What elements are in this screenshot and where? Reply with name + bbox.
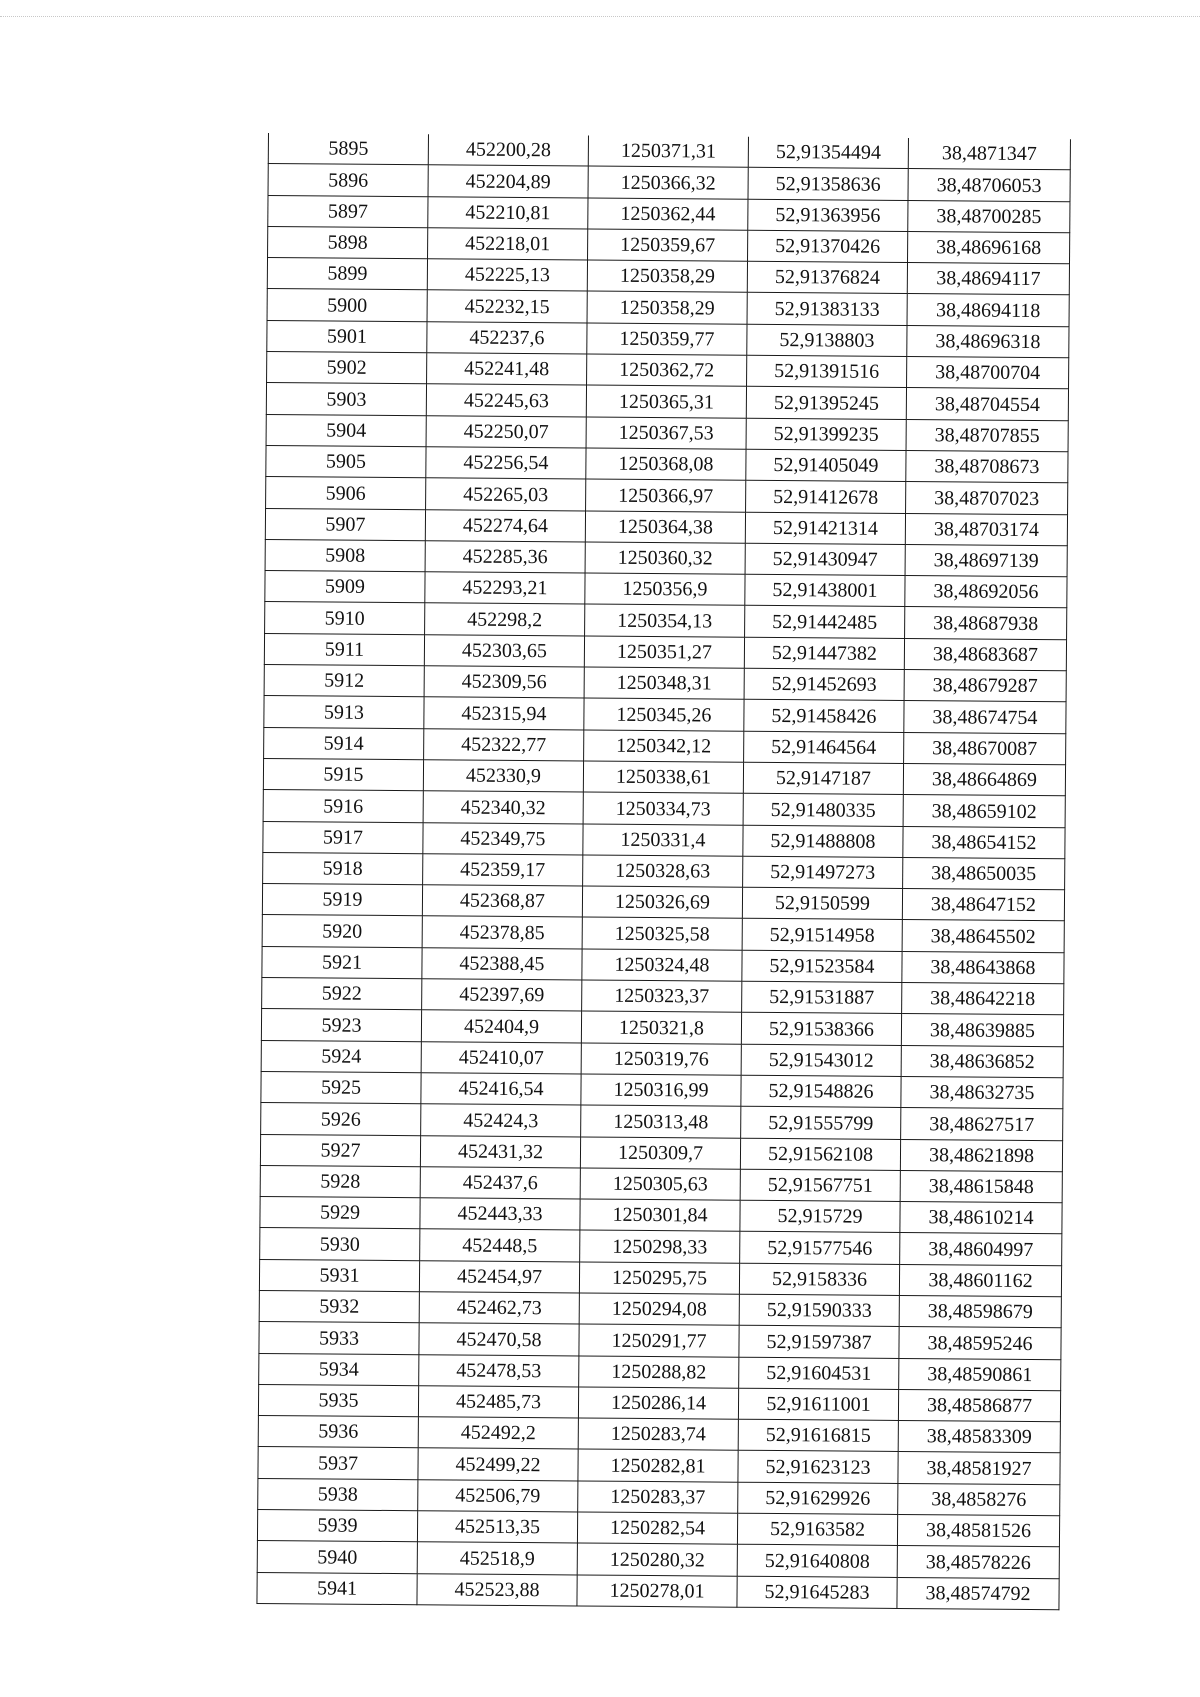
point-number-cell: 5912 [264, 665, 424, 698]
x-coordinate-cell: 452250,07 [426, 415, 586, 448]
longitude-cell: 38,48621898 [900, 1139, 1062, 1172]
y-coordinate-cell: 1250298,33 [580, 1230, 740, 1263]
point-number-cell: 5913 [264, 696, 424, 729]
x-coordinate-cell: 452256,54 [426, 447, 586, 480]
longitude-cell: 38,48615848 [900, 1170, 1062, 1203]
latitude-cell: 52,9163582 [737, 1513, 897, 1546]
latitude-cell: 52,91555799 [741, 1106, 901, 1139]
longitude-cell: 38,48604997 [900, 1233, 1062, 1266]
y-coordinate-cell: 1250283,37 [578, 1481, 738, 1514]
longitude-cell: 38,48687938 [905, 607, 1067, 640]
longitude-cell: 38,48639885 [901, 1014, 1063, 1047]
x-coordinate-cell: 452298,2 [425, 603, 585, 636]
x-coordinate-cell: 452378,85 [422, 916, 582, 949]
latitude-cell: 52,91370426 [748, 230, 908, 263]
longitude-cell: 38,48700285 [908, 200, 1070, 233]
longitude-cell: 38,48610214 [900, 1202, 1062, 1235]
x-coordinate-cell: 452225,13 [427, 259, 587, 292]
point-number-cell: 5915 [263, 758, 423, 791]
latitude-cell: 52,91412678 [746, 481, 906, 514]
x-coordinate-cell: 452448,5 [420, 1229, 580, 1262]
y-coordinate-cell: 1250364,38 [585, 511, 745, 544]
point-number-cell: 5927 [260, 1134, 420, 1167]
y-coordinate-cell: 1250326,69 [582, 886, 742, 919]
y-coordinate-cell: 1250368,08 [586, 448, 746, 481]
x-coordinate-cell: 452523,88 [417, 1573, 577, 1606]
latitude-cell: 52,9138803 [747, 324, 907, 357]
x-coordinate-cell: 452293,21 [425, 572, 585, 605]
latitude-cell: 52,91590333 [739, 1294, 899, 1327]
longitude-cell: 38,48674754 [904, 701, 1066, 734]
longitude-cell: 38,48650035 [903, 857, 1065, 890]
y-coordinate-cell: 1250301,84 [580, 1199, 740, 1232]
latitude-cell: 52,91358636 [748, 168, 908, 201]
point-number-cell: 5938 [258, 1478, 418, 1511]
x-coordinate-cell: 452492,2 [418, 1417, 578, 1450]
x-coordinate-cell: 452368,87 [422, 885, 582, 918]
longitude-cell: 38,48706053 [908, 169, 1070, 202]
x-coordinate-cell: 452237,6 [427, 322, 587, 355]
x-coordinate-cell: 452200,28 [428, 134, 588, 166]
longitude-cell: 38,48707023 [906, 482, 1068, 515]
longitude-cell: 38,48632735 [901, 1076, 1063, 1109]
x-coordinate-cell: 452340,32 [423, 791, 583, 824]
point-number-cell: 5922 [262, 977, 422, 1010]
x-coordinate-cell: 452245,63 [426, 384, 586, 417]
y-coordinate-cell: 1250362,72 [587, 354, 747, 387]
longitude-cell: 38,48598679 [899, 1295, 1061, 1328]
point-number-cell: 5914 [264, 727, 424, 760]
longitude-cell: 38,48581927 [898, 1452, 1060, 1485]
y-coordinate-cell: 1250348,31 [584, 667, 744, 700]
scan-edge-line [0, 16, 1200, 17]
point-number-cell: 5895 [268, 133, 428, 165]
y-coordinate-cell: 1250345,26 [584, 698, 744, 731]
longitude-cell: 38,48696318 [907, 325, 1069, 358]
point-number-cell: 5925 [261, 1071, 421, 1104]
point-number-cell: 5896 [268, 164, 428, 197]
latitude-cell: 52,91480335 [743, 793, 903, 826]
latitude-cell: 52,91611001 [738, 1388, 898, 1421]
latitude-cell: 52,91514958 [742, 919, 902, 952]
point-number-cell: 5923 [261, 1009, 421, 1042]
y-coordinate-cell: 1250291,77 [579, 1324, 739, 1357]
y-coordinate-cell: 1250319,76 [581, 1043, 741, 1076]
y-coordinate-cell: 1250351,27 [584, 636, 744, 669]
y-coordinate-cell: 1250359,67 [588, 229, 748, 262]
latitude-cell: 52,91399235 [746, 418, 906, 451]
latitude-cell: 52,91548826 [741, 1075, 901, 1108]
latitude-cell: 52,91604531 [739, 1357, 899, 1390]
longitude-cell: 38,48586877 [898, 1389, 1060, 1422]
point-number-cell: 5931 [259, 1259, 419, 1292]
latitude-cell: 52,91395245 [746, 387, 906, 420]
coordinates-table-container [256, 133, 1070, 1610]
longitude-cell: 38,48704554 [906, 388, 1068, 421]
y-coordinate-cell: 1250366,97 [586, 479, 746, 512]
point-number-cell: 5905 [266, 445, 426, 478]
coordinates-table-body [257, 133, 1071, 1610]
point-number-cell: 5937 [258, 1447, 418, 1480]
x-coordinate-cell: 452454,97 [419, 1260, 579, 1293]
point-number-cell: 5898 [268, 226, 428, 259]
x-coordinate-cell: 452485,73 [418, 1386, 578, 1419]
point-number-cell: 5928 [260, 1165, 420, 1198]
latitude-cell: 52,91531887 [742, 981, 902, 1014]
longitude-cell: 38,48683687 [904, 638, 1066, 671]
longitude-cell: 38,48645502 [902, 920, 1064, 953]
y-coordinate-cell: 1250305,63 [580, 1168, 740, 1201]
y-coordinate-cell: 1250354,13 [585, 604, 745, 637]
point-number-cell: 5919 [262, 884, 422, 917]
x-coordinate-cell: 452388,45 [422, 947, 582, 980]
latitude-cell: 52,91567751 [740, 1169, 900, 1202]
longitude-cell: 38,48643868 [902, 951, 1064, 984]
latitude-cell: 52,91597387 [739, 1326, 899, 1359]
latitude-cell: 52,91577546 [740, 1232, 900, 1265]
latitude-cell: 52,9150599 [742, 887, 902, 920]
x-coordinate-cell: 452285,36 [425, 541, 585, 574]
point-number-cell: 5932 [259, 1290, 419, 1323]
x-coordinate-cell: 452416,54 [421, 1073, 581, 1106]
x-coordinate-cell: 452359,17 [423, 854, 583, 887]
x-coordinate-cell: 452410,07 [421, 1041, 581, 1074]
y-coordinate-cell: 1250342,12 [584, 730, 744, 763]
longitude-cell: 38,48692056 [905, 576, 1067, 609]
longitude-cell: 38,48581526 [897, 1515, 1059, 1548]
x-coordinate-cell: 452431,32 [420, 1135, 580, 1168]
point-number-cell: 5903 [266, 383, 426, 416]
y-coordinate-cell: 1250283,74 [578, 1418, 738, 1451]
latitude-cell: 52,91538366 [741, 1013, 901, 1046]
point-number-cell: 5909 [265, 571, 425, 604]
y-coordinate-cell: 1250362,44 [588, 198, 748, 231]
point-number-cell: 5904 [266, 414, 426, 447]
y-coordinate-cell: 1250323,37 [582, 980, 742, 1013]
y-coordinate-cell: 1250331,4 [583, 824, 743, 857]
point-number-cell: 5936 [258, 1416, 418, 1449]
x-coordinate-cell: 452404,9 [421, 1010, 581, 1043]
y-coordinate-cell: 1250358,29 [587, 260, 747, 293]
y-coordinate-cell: 1250334,73 [583, 792, 743, 825]
x-coordinate-cell: 452349,75 [423, 822, 583, 855]
latitude-cell: 52,91447382 [744, 637, 904, 670]
latitude-cell: 52,91562108 [740, 1138, 900, 1171]
latitude-cell: 52,91376824 [747, 261, 907, 294]
x-coordinate-cell: 452218,01 [428, 228, 588, 261]
x-coordinate-cell: 452309,56 [424, 666, 584, 699]
point-number-cell: 5921 [262, 946, 422, 979]
y-coordinate-cell: 1250367,53 [586, 417, 746, 450]
x-coordinate-cell: 452437,6 [420, 1167, 580, 1200]
longitude-cell: 38,48697139 [905, 544, 1067, 577]
y-coordinate-cell: 1250294,08 [579, 1293, 739, 1326]
point-number-cell: 5941 [257, 1572, 417, 1605]
longitude-cell: 38,48670087 [904, 732, 1066, 765]
point-number-cell: 5934 [259, 1353, 419, 1386]
latitude-cell: 52,91442485 [745, 606, 905, 639]
point-number-cell: 5930 [260, 1228, 420, 1261]
latitude-cell: 52,91543012 [741, 1044, 901, 1077]
longitude-cell: 38,48627517 [901, 1108, 1063, 1141]
y-coordinate-cell: 1250316,99 [581, 1074, 741, 1107]
x-coordinate-cell: 452232,15 [427, 290, 587, 323]
point-number-cell: 5902 [267, 352, 427, 385]
point-number-cell: 5910 [265, 602, 425, 635]
y-coordinate-cell: 1250313,48 [581, 1105, 741, 1138]
longitude-cell: 38,48694117 [907, 263, 1069, 296]
y-coordinate-cell: 1250288,82 [579, 1356, 739, 1389]
latitude-cell: 52,91452693 [744, 668, 904, 701]
y-coordinate-cell: 1250286,14 [578, 1387, 738, 1420]
coordinates-table [256, 133, 1071, 1610]
y-coordinate-cell: 1250359,77 [587, 323, 747, 356]
latitude-cell: 52,91363956 [748, 199, 908, 232]
x-coordinate-cell: 452470,58 [419, 1323, 579, 1356]
longitude-cell: 38,48679287 [904, 670, 1066, 703]
latitude-cell: 52,91430947 [745, 543, 905, 576]
longitude-cell: 38,48595246 [899, 1327, 1061, 1360]
longitude-cell: 38,48590861 [899, 1358, 1061, 1391]
x-coordinate-cell: 452513,35 [417, 1511, 577, 1544]
latitude-cell: 52,9158336 [739, 1263, 899, 1296]
point-number-cell: 5897 [268, 195, 428, 228]
y-coordinate-cell: 1250325,58 [582, 917, 742, 950]
point-number-cell: 5906 [266, 477, 426, 510]
longitude-cell: 38,48578226 [897, 1546, 1059, 1579]
point-number-cell: 5907 [265, 508, 425, 541]
point-number-cell: 5916 [263, 790, 423, 823]
longitude-cell: 38,48708673 [906, 450, 1068, 483]
x-coordinate-cell: 452499,22 [418, 1448, 578, 1481]
x-coordinate-cell: 452315,94 [424, 697, 584, 730]
x-coordinate-cell: 452478,53 [419, 1354, 579, 1387]
longitude-cell: 38,48647152 [902, 889, 1064, 922]
latitude-cell: 52,91497273 [743, 856, 903, 889]
y-coordinate-cell: 1250328,63 [583, 855, 743, 888]
longitude-cell: 38,48696168 [908, 231, 1070, 264]
x-coordinate-cell: 452506,79 [418, 1479, 578, 1512]
latitude-cell: 52,91405049 [746, 449, 906, 482]
longitude-cell: 38,4858276 [898, 1483, 1060, 1516]
y-coordinate-cell: 1250321,8 [581, 1011, 741, 1044]
y-coordinate-cell: 1250282,81 [578, 1449, 738, 1482]
x-coordinate-cell: 452397,69 [422, 979, 582, 1012]
point-number-cell: 5920 [262, 915, 422, 948]
y-coordinate-cell: 1250360,32 [585, 542, 745, 575]
y-coordinate-cell: 1250280,32 [577, 1543, 737, 1576]
y-coordinate-cell: 1250371,31 [588, 136, 748, 168]
x-coordinate-cell: 452265,03 [426, 478, 586, 511]
latitude-cell: 52,91354494 [748, 137, 908, 169]
point-number-cell: 5935 [258, 1384, 418, 1417]
x-coordinate-cell: 452462,73 [419, 1292, 579, 1325]
x-coordinate-cell: 452210,81 [428, 196, 588, 229]
point-number-cell: 5900 [267, 289, 427, 322]
point-number-cell: 5899 [267, 258, 427, 291]
longitude-cell: 38,4871347 [908, 138, 1070, 170]
point-number-cell: 5929 [260, 1197, 420, 1230]
y-coordinate-cell: 1250295,75 [579, 1262, 739, 1295]
x-coordinate-cell: 452518,9 [417, 1542, 577, 1575]
x-coordinate-cell: 452204,89 [428, 165, 588, 198]
point-number-cell: 5924 [261, 1040, 421, 1073]
y-coordinate-cell: 1250278,01 [577, 1575, 737, 1608]
x-coordinate-cell: 452303,65 [424, 634, 584, 667]
y-coordinate-cell: 1250324,48 [582, 949, 742, 982]
point-number-cell: 5940 [257, 1541, 417, 1574]
x-coordinate-cell: 452274,64 [425, 509, 585, 542]
longitude-cell: 38,48664869 [903, 763, 1065, 796]
latitude-cell: 52,91421314 [745, 512, 905, 545]
longitude-cell: 38,48574792 [897, 1577, 1059, 1610]
y-coordinate-cell: 1250282,54 [577, 1512, 737, 1545]
latitude-cell: 52,91464564 [744, 731, 904, 764]
x-coordinate-cell: 452330,9 [423, 760, 583, 793]
point-number-cell: 5918 [263, 852, 423, 885]
point-number-cell: 5908 [265, 539, 425, 572]
point-number-cell: 5939 [257, 1510, 417, 1543]
x-coordinate-cell: 452322,77 [424, 728, 584, 761]
longitude-cell: 38,48583309 [898, 1421, 1060, 1454]
longitude-cell: 38,48642218 [902, 983, 1064, 1016]
longitude-cell: 38,48707855 [906, 419, 1068, 452]
point-number-cell: 5917 [263, 821, 423, 854]
x-coordinate-cell: 452241,48 [427, 353, 587, 386]
latitude-cell: 52,91458426 [744, 700, 904, 733]
latitude-cell: 52,91629926 [738, 1482, 898, 1515]
y-coordinate-cell: 1250356,9 [585, 573, 745, 606]
longitude-cell: 38,48601162 [899, 1264, 1061, 1297]
latitude-cell: 52,915729 [740, 1200, 900, 1233]
point-number-cell: 5933 [259, 1322, 419, 1355]
point-number-cell: 5926 [261, 1103, 421, 1136]
y-coordinate-cell: 1250366,32 [588, 166, 748, 199]
longitude-cell: 38,48700704 [907, 357, 1069, 390]
y-coordinate-cell: 1250358,29 [587, 291, 747, 324]
latitude-cell: 52,91640808 [737, 1545, 897, 1578]
latitude-cell: 52,91438001 [745, 574, 905, 607]
longitude-cell: 38,48659102 [903, 795, 1065, 828]
table-row [257, 1572, 1059, 1610]
x-coordinate-cell: 452424,3 [421, 1104, 581, 1137]
longitude-cell: 38,48636852 [901, 1045, 1063, 1078]
latitude-cell: 52,91391516 [747, 355, 907, 388]
point-number-cell: 5901 [267, 320, 427, 353]
y-coordinate-cell: 1250338,61 [583, 761, 743, 794]
latitude-cell: 52,91645283 [737, 1576, 897, 1609]
longitude-cell: 38,48703174 [905, 513, 1067, 546]
latitude-cell: 52,91523584 [742, 950, 902, 983]
latitude-cell: 52,91488808 [743, 825, 903, 858]
latitude-cell: 52,91616815 [738, 1419, 898, 1452]
latitude-cell: 52,91623123 [738, 1451, 898, 1484]
longitude-cell: 38,48694118 [907, 294, 1069, 327]
point-number-cell: 5911 [264, 633, 424, 666]
longitude-cell: 38,48654152 [903, 826, 1065, 859]
latitude-cell: 52,91383133 [747, 293, 907, 326]
y-coordinate-cell: 1250365,31 [586, 385, 746, 418]
latitude-cell: 52,9147187 [743, 762, 903, 795]
y-coordinate-cell: 1250309,7 [580, 1136, 740, 1169]
x-coordinate-cell: 452443,33 [420, 1198, 580, 1231]
